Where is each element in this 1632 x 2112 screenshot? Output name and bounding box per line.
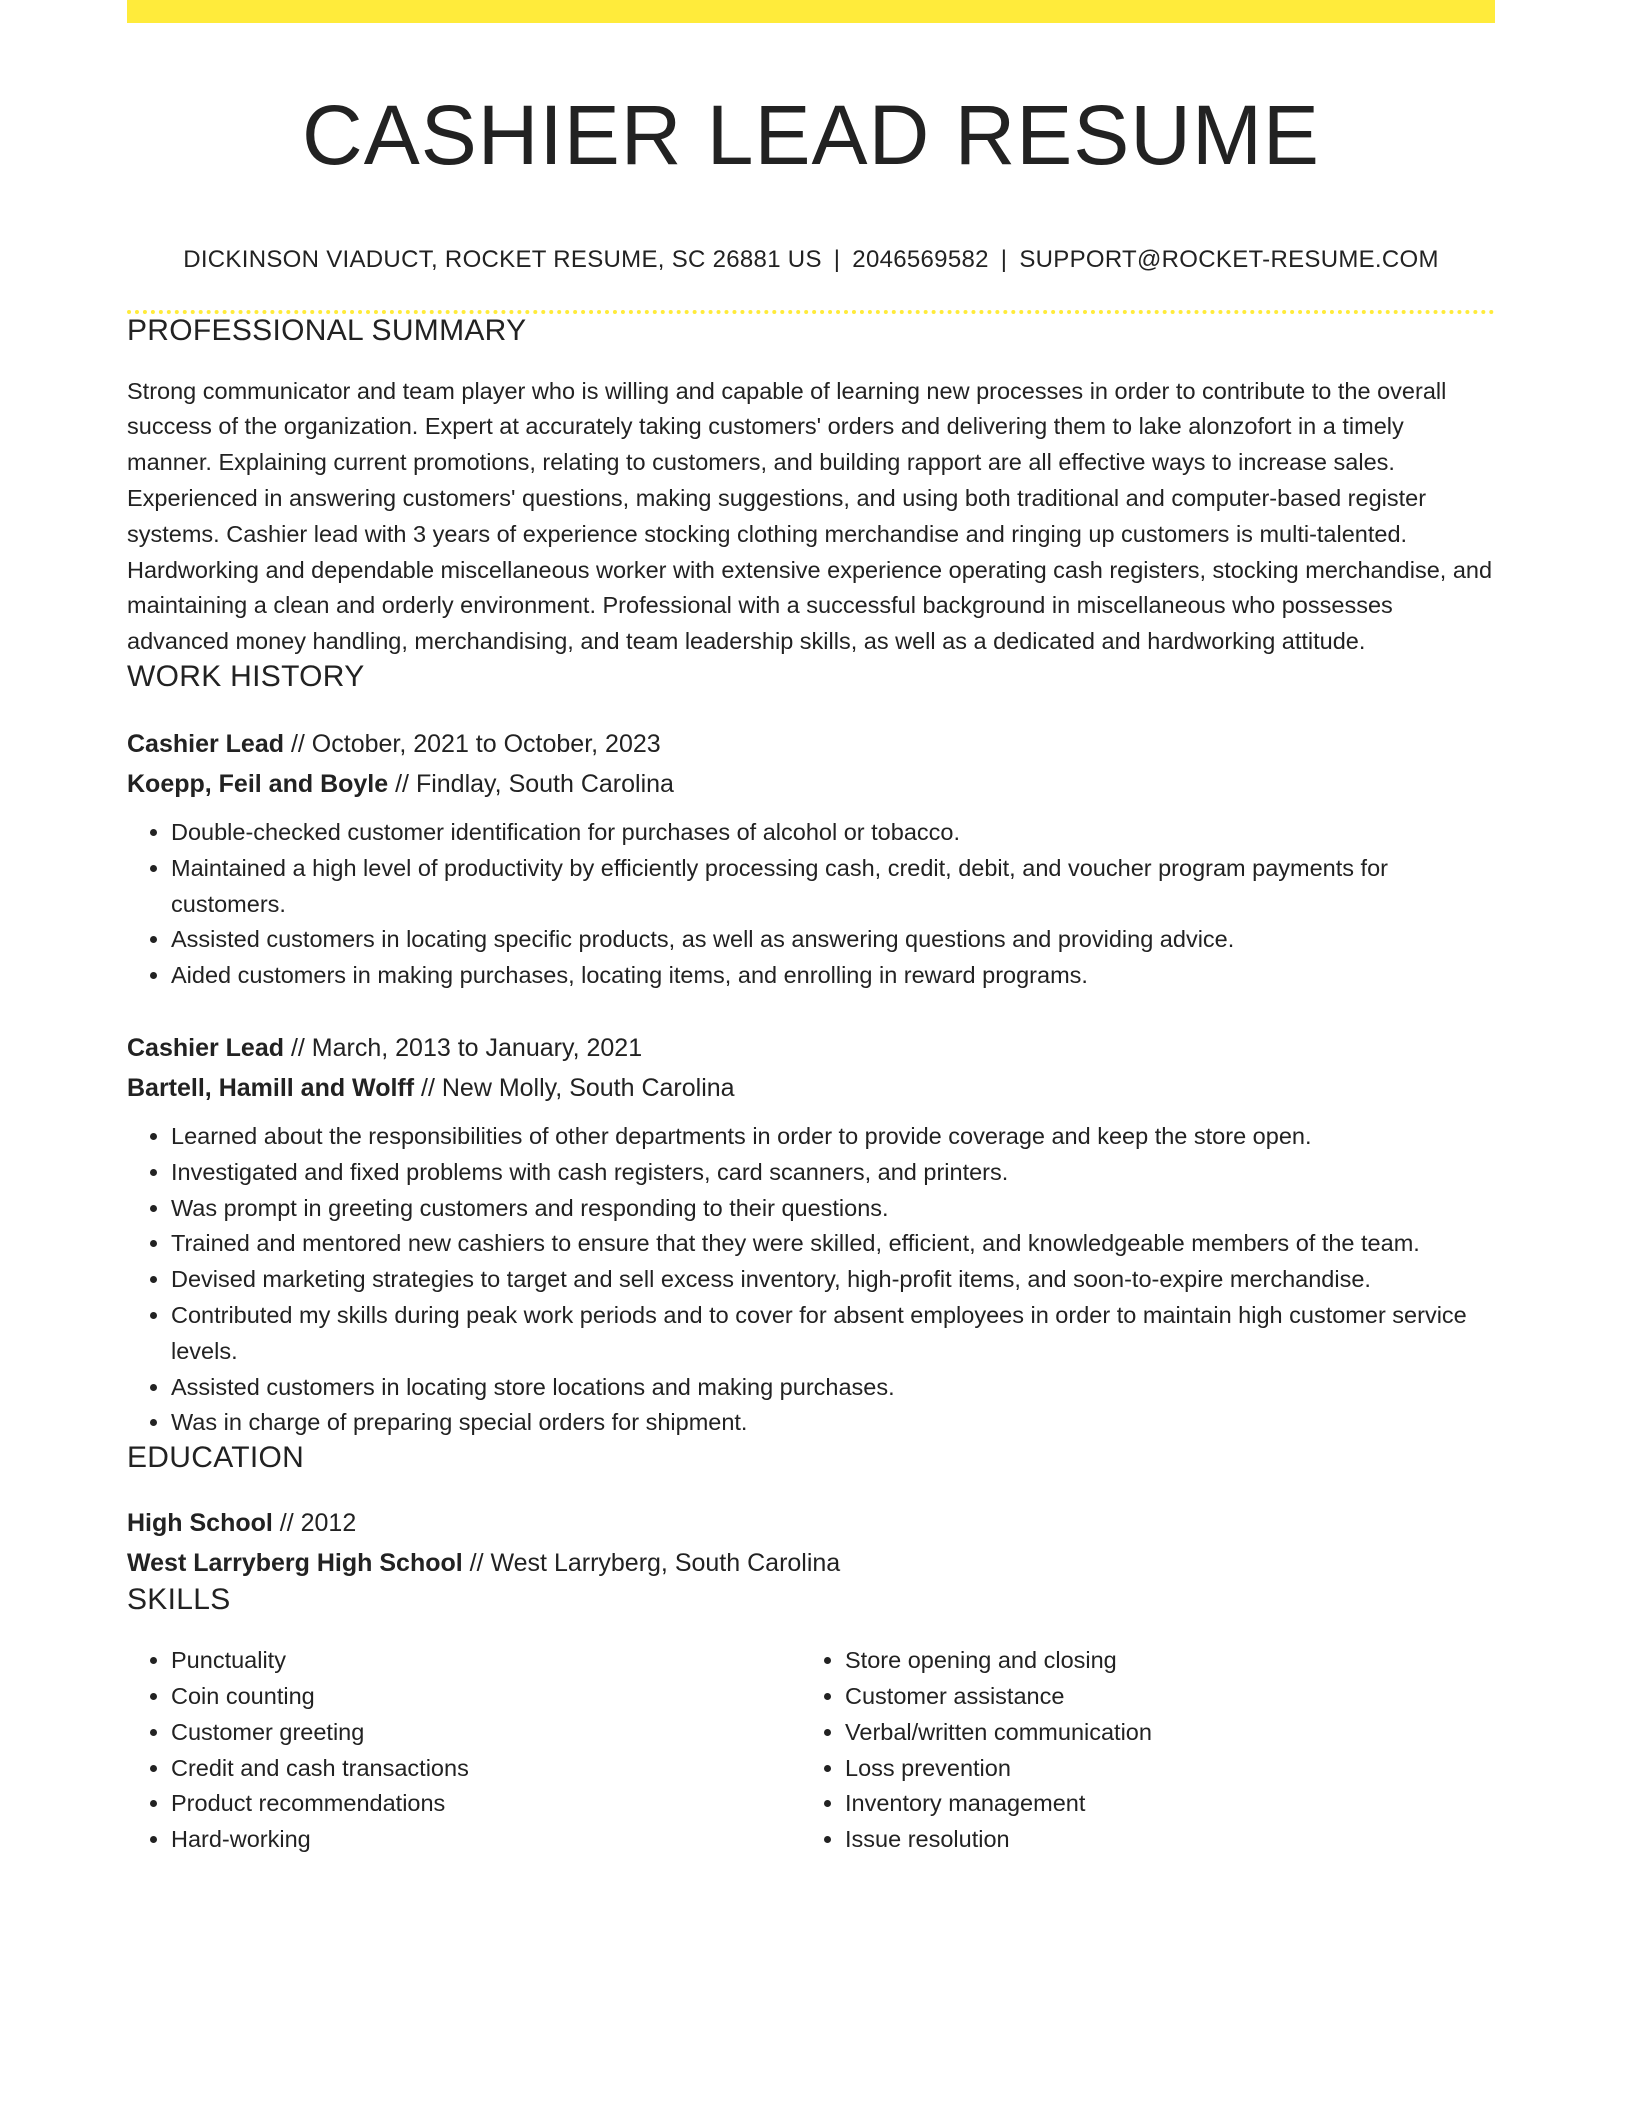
job-company-line <box>127 1068 1495 1108</box>
education-school: West Larryberg High School <box>127 1549 463 1578</box>
job-title: Cashier Lead <box>127 1033 285 1062</box>
duty-item: • Was in charge of preparing special orders for shipment. <box>171 1405 1495 1441</box>
job-company: Koepp, Feil and Boyle <box>127 769 389 798</box>
duty-item: • Assisted customers in locating store locations and making purchases. <box>171 1370 1495 1406</box>
job-title-line <box>127 724 1495 764</box>
contact-separator: | <box>1000 245 1008 273</box>
job-dates: // March, 2013 to January, 2021 <box>284 1033 643 1062</box>
summary-heading: PROFESSIONAL SUMMARY <box>127 313 527 347</box>
job-company: Bartell, Hamill and Wolff <box>127 1073 415 1102</box>
duty-item: • Double-checked customer identification for purchases of alcohol or tobacco. <box>171 815 1495 851</box>
skill-item: • Credit and cash transactions <box>171 1751 801 1787</box>
skill-item: • Hard-working <box>171 1822 801 1858</box>
duty-item: • Maintained a high level of productivity by efficiently processing cash, credit, debit, and voucher program payments for customers. <box>171 851 1495 923</box>
contact-line <box>127 246 1495 274</box>
skills-column-left <box>127 1643 801 1858</box>
job-title-line <box>127 1028 1495 1068</box>
job-entry <box>127 1028 1495 1441</box>
duty-item: • Aided customers in making purchases, locating items, and enrolling in reward programs. <box>171 958 1495 994</box>
job-entry <box>127 724 1495 994</box>
education-degree-line <box>127 1503 1495 1543</box>
education-heading: EDUCATION <box>127 1441 305 1475</box>
skills-list <box>127 1643 801 1858</box>
skill-item: • Customer greeting <box>171 1715 801 1751</box>
contact-email: SUPPORT@ROCKET-RESUME.COM <box>1019 245 1439 273</box>
skill-item: • Verbal/written communication <box>845 1715 1475 1751</box>
duty-item: • Contributed my skills during peak work periods and to cover for absent employees in order to maintain high customer service levels. <box>171 1298 1495 1370</box>
job-dates: // October, 2021 to October, 2023 <box>284 729 661 758</box>
skill-item: • Store opening and closing <box>845 1643 1475 1679</box>
contact-phone: 2046569582 <box>852 245 989 273</box>
resume-page <box>127 0 1495 1858</box>
duty-item: • Investigated and fixed problems with cash registers, card scanners, and printers. <box>171 1155 1495 1191</box>
education-school-line <box>127 1543 1495 1583</box>
duty-item: • Assisted customers in locating specific products, as well as answering questions and providing advice. <box>171 922 1495 958</box>
job-duties-list <box>127 1119 1495 1441</box>
contact-separator: | <box>833 245 841 273</box>
skills-columns <box>127 1643 1495 1858</box>
skill-item: • Coin counting <box>171 1679 801 1715</box>
work-history-heading: WORK HISTORY <box>127 659 365 693</box>
job-company-line <box>127 764 1495 804</box>
duty-item: • Devised marketing strategies to target and sell excess inventory, high-profit items, and soon-to-expire merchandise. <box>171 1262 1495 1298</box>
job-duties-list <box>127 815 1495 994</box>
contact-address: DICKINSON VIADUCT, ROCKET RESUME, SC 26881 US <box>183 245 822 273</box>
education-entry <box>127 1503 1495 1583</box>
duty-item: • Was prompt in greeting customers and responding to their questions. <box>171 1191 1495 1227</box>
duty-item: • Trained and mentored new cashiers to ensure that they were skilled, efficient, and knowledgeable members of the team. <box>171 1226 1495 1262</box>
job-location: // New Molly, South Carolina <box>414 1073 735 1102</box>
job-location: // Findlay, South Carolina <box>388 769 674 798</box>
skills-list <box>801 1643 1475 1858</box>
education-degree: High School <box>127 1509 273 1538</box>
skill-item: • Inventory management <box>845 1786 1475 1822</box>
skill-item: • Loss prevention <box>845 1751 1475 1787</box>
skills-heading: SKILLS <box>127 1583 231 1617</box>
skill-item: • Customer assistance <box>845 1679 1475 1715</box>
duty-item: • Learned about the responsibilities of other departments in order to provide coverage and keep the store open. <box>171 1119 1495 1155</box>
skills-column-right <box>801 1643 1475 1858</box>
skill-item: • Product recommendations <box>171 1786 801 1822</box>
education-location: // West Larryberg, South Carolina <box>462 1549 841 1578</box>
resume-title: CASHIER LEAD RESUME <box>302 88 1320 182</box>
summary-text: Strong communicator and team player who is willing and capable of learning new processes in order to contribute to the overall success of the organization. Expert at accurately taking customers' orders and delivering them to lake alonzofort in a timely manner. Explaining current promotions, relating to customers, and building rapport are all effective ways to increase sales. Experienced in answering customers' questions, making suggestions, and using both traditional and computer-based register systems. Cashier lead with 3 years of experience stocking clothing merchandise and ringing up customers is multi-talented. Hardworking and dependable miscellaneous worker with extensive experience operating cash registers, stocking merchandise, and maintaining a clean and orderly environment. Professional with a successful background in miscellaneous who possesses advanced money handling, merchandising, and team leadership skills, as well as a dedicated and hardworking attitude. <box>127 377 1493 655</box>
education-year: // 2012 <box>272 1509 357 1538</box>
skill-item: • Issue resolution <box>845 1822 1475 1858</box>
skill-item: • Punctuality <box>171 1643 801 1679</box>
job-title: Cashier Lead <box>127 729 285 758</box>
accent-top-bar <box>127 0 1495 23</box>
